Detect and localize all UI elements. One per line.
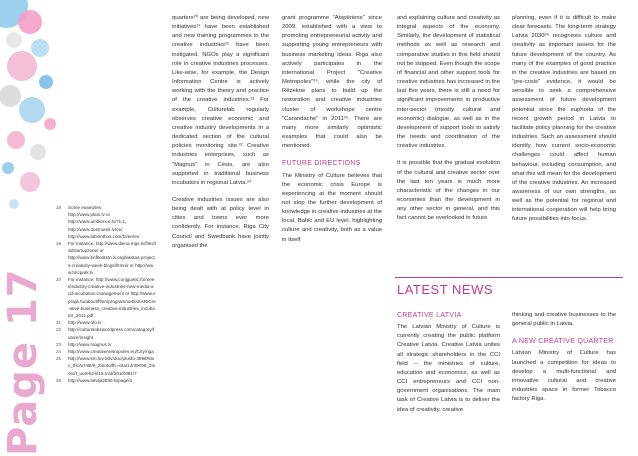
footnote xyxy=(56,240,156,254)
footnote-number: 20 xyxy=(56,277,62,283)
future-directions-heading: FUTURE DIRECTIONS xyxy=(282,160,361,168)
footnote-number: 22 xyxy=(56,327,62,333)
page-number-label: Page 17 xyxy=(0,268,46,456)
footnote-number: 24 xyxy=(56,349,62,355)
paragraph: The Latvian Ministry of Culture is currently creating the public platform Creative Latvia. Creative Latvia unites all strategic shareholders in the CCI field – the ministries of culture, education and economics, as well as CCI entrepreneurs and CCI non-government organisations. The main task of Creative Latvia is to deliver the idea of creativity, creative xyxy=(397,324,500,413)
footnote-text: http://www.latvija2030.lv/page/1 xyxy=(68,377,133,383)
text-column-3 xyxy=(397,14,500,231)
creative-quarter-heading: A NEW CREATIVE QUARTER xyxy=(512,338,614,346)
footnote-number xyxy=(56,254,68,276)
paragraph: thinking and creative businesses to the general public in Latvia. xyxy=(512,312,616,328)
footnote xyxy=(56,377,156,384)
creative-latvia-heading: CREATIVE LATVIA xyxy=(397,312,462,319)
footnote-number: 23 xyxy=(56,341,62,347)
footnote-number xyxy=(56,233,68,240)
text-column-2 xyxy=(282,14,382,253)
footnote xyxy=(56,254,156,276)
footnote xyxy=(56,355,156,377)
footnote xyxy=(56,226,156,233)
footnote-text: http://www.bnfbestsm.lv.org/lakstas-projects-creativity-week-blogs/l/tmnir or http://www.bricpark.lv xyxy=(68,255,155,275)
footnote-number xyxy=(56,211,68,218)
footnote-text: http://www.plani.lv or xyxy=(68,212,111,218)
footnote xyxy=(56,326,156,340)
footnote-text: http://www.magnus.lv xyxy=(68,341,112,347)
footnote-number: 21 xyxy=(56,320,62,326)
news-column-1 xyxy=(397,311,500,423)
paragraph: grant programme "Atspēriens" since 2009, established with a view to promoting entrepreneurial activity and supporting young entrepreneurs with business marketing ideas. Riga also actively participates in the international Project "Creative Metropoles"²⁴, while the city of Rēzekne plans to build up the restoration and creative industries cluster of workshops centre "Carandache" in 2011²⁵. There are many more similarly optimistic examples that could also be mentioned. xyxy=(282,15,382,150)
paragraph: and explaining culture and creativity as integral aspects of the economy. Similarly, the development of statistical methods as well as research and comparative studies in this field should not be stopped. Even though the scope of financial and other support tools for creative industries has increased in the last five years, there is still a need for significant improvements in productive inter-sector (mostly cultural and economic) dialogue, as well as in the development of support tools to satisfy the needs and coordination of the creative industries. xyxy=(397,15,500,150)
footnote-text: http://www.ambience.lv/?l=1, xyxy=(68,219,127,225)
footnote-number: 18 xyxy=(56,205,62,210)
footnote xyxy=(56,218,156,225)
footnote-text: For instance: http://www.conjguetic.fo/meet/industry-creative-industries-new-media-and-incubation-management or http://www.eprajis.fu/about/ff/en/programmeDaSAR/Cre-ative-business_creative-industries_incubator_2011.pdf xyxy=(68,277,156,319)
paragraph: It is possible that the gradual evolution of the cultural and creative sector over the last ten years is much more characteristic of the changes in our economies than the development in any other sector in general, and this fact cannot be overlooked in future xyxy=(397,160,500,222)
news-divider xyxy=(395,277,623,278)
footnote-number xyxy=(56,218,68,225)
footnote-number: 19 xyxy=(56,241,62,247)
footnote-text: http://www.labirinthos.com/fo/en/en xyxy=(68,233,140,239)
footnote-number xyxy=(56,226,68,233)
footnote xyxy=(56,341,156,348)
footnote xyxy=(56,348,156,355)
footnote-text: http://www.creativemetropoles.eu/City/riga xyxy=(68,349,154,355)
footnote xyxy=(56,211,156,218)
footnote-text: http://culturelabswordpress.com/category/future/insight xyxy=(68,327,155,340)
paragraph: Creative industries issues are also being dealt with at policy level in cities and towns ever more confidently. For instance, Riga City Council and Swedbank have jointly organised the xyxy=(172,196,269,249)
footnote-text: http://www.dusmoreli.lv/en/ xyxy=(68,226,123,232)
latest-news-heading: LATEST NEWS xyxy=(397,282,494,297)
footnote-number: 26 xyxy=(56,377,62,383)
text-column-1 xyxy=(172,14,269,259)
footnote xyxy=(56,204,156,211)
footnote-text: http://www.ofo.lv xyxy=(68,320,102,326)
footnote-text: http://www.km.lov.lv/lv/doc/plusfo-3998#doc_tfs/Art-85/9_Zinoto/ffL-iota/14/39#98_Zinoto/t_uoreful-kl18.m/d/2010/881/7 xyxy=(68,356,156,376)
footnote-number: 25 xyxy=(56,356,62,362)
paragraph: The Ministry of Culture believes that the economic crisis Europe is experiencing at the moment should not stop the further development of knowledge in creative industries at the local, Baltic and EU level, highlighting culture and creativity, both as a value in itself xyxy=(282,172,382,243)
footnotes xyxy=(56,204,156,384)
footnote xyxy=(56,319,156,326)
footnote xyxy=(56,233,156,240)
footnote-text: Some examples: xyxy=(68,205,103,210)
text-column-4 xyxy=(512,14,616,233)
news-column-2 xyxy=(512,311,616,412)
footnote xyxy=(56,276,156,319)
paragraph: planning, even if it is difficult to make clear forecasts. The long-term strategy Latvia 2030²⁶ recognises culture and creativity as important assets for the future development of the country. As many of the examples of good practice in the creative industries are based on "pre-crisis" evidence, it would be sensible to seek a comprehensive assessment of future development potential since the euphoria of the recent growth period in Latvia to facilitate policy planning for the creative industries. Such an assessment should identify how current socio-economic challenges could affect human behaviour, including consumption, and what this will mean for the development of the creative industries. An increased awareness of our own strengths, as well as the potential for regional and international cooperation will help bring future possibilities into focus. xyxy=(512,15,616,223)
paragraph: quarters²⁰ are being developed, new initiatives²¹ have been established and new training programmes in the creative industries²² have been instigated. NGOs play a significant role in creative industries processes. Like-wise, for example, the Design Information Centre is actively working with the theory and practice of the creative industries.²³ For example, Culturelab regularly observes creative economic and creative industry developments in a dedicated section of the cultural policies monitoring site.²² Creative industries enterprises, such as "Magnus" in Césis, are also supported in traditional business incubators in regional Latvia.²⁴ xyxy=(172,15,269,186)
footnote-text: For instance, http://www.diena.mgs.lv/files/lat/startupzone/ or xyxy=(68,241,156,254)
paragraph: Latvian Ministry of Culture has launched a competition for ideas to develop a multi-functional and innovative cultural and creative industries space in former Tobacco factory Riga. xyxy=(512,350,616,403)
